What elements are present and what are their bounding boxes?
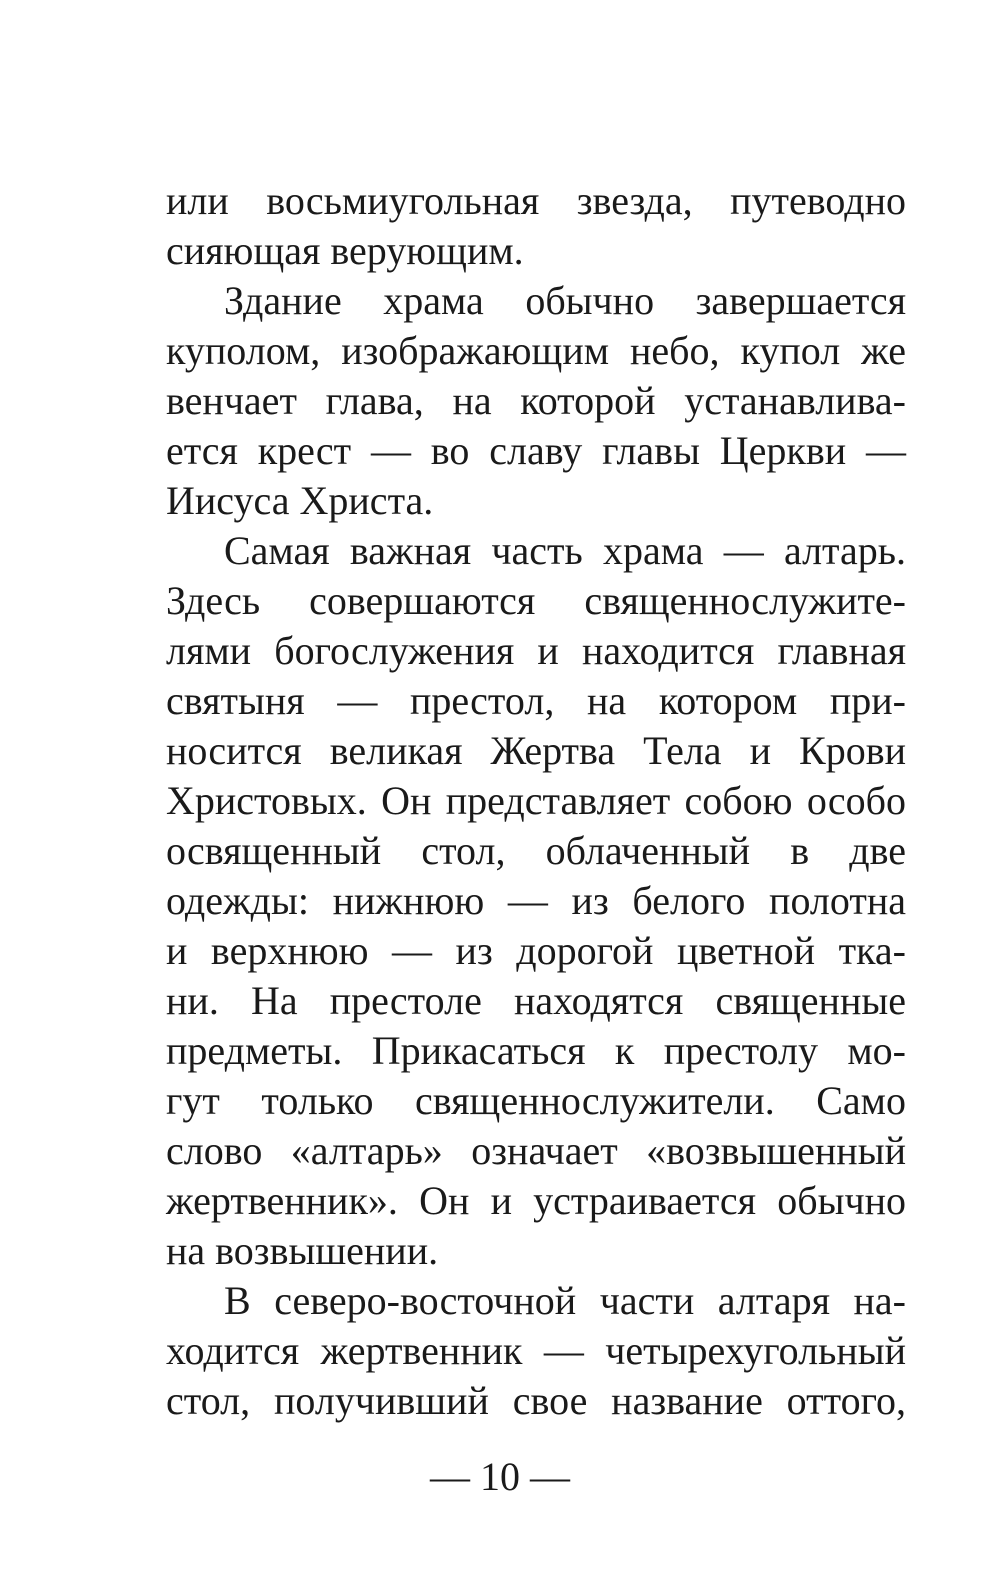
text-line: В северо-восточной части алтаря на- [224,1278,906,1323]
text-line: Здание храма обычно завершается [224,278,906,323]
text-line: или восьмиугольная звезда, путеводно [166,178,906,223]
text-line: одежды: нижнюю — из белого полотна [166,878,906,923]
text-line: святыня — престол, на котором при- [166,678,906,723]
body-text [166,176,906,1426]
text-line: венчает глава, на которой устанавлива- [166,378,906,423]
text-line: ется крест — во славу главы Церкви — [166,428,906,473]
text-line: Самая важная часть храма — алтарь. [224,528,906,573]
text-line: на возвышении. [166,1228,439,1273]
text-line: освященный стол, облаченный в две [166,828,906,873]
text-line: сияющая верующим. [166,228,524,273]
text-line: стол, получивший свое название оттого, [166,1378,906,1423]
text-line: куполом, изображающим небо, купол же [166,328,906,373]
text-line: Христовых. Он представляет собою особо [166,778,906,823]
text-line: ходится жертвенник — четырехугольный [166,1328,906,1373]
text-line: слово «алтарь» означает «возвышенный [166,1128,906,1173]
text-line: Здесь совершаются священнослужите- [166,578,906,623]
text-line: жертвенник». Он и устраивается обычно [166,1178,906,1223]
text-line: ни. На престоле находятся священные [166,978,906,1023]
text-line: и верхнюю — из дорогой цветной тка- [166,928,906,973]
text-line: носится великая Жертва Тела и Крови [166,728,906,773]
text-line: гут только священнослужители. Само [166,1078,906,1123]
page-number: — 10 — [430,1454,570,1499]
text-line: лями богослужения и находится главная [166,628,906,673]
text-line: предметы. Прикасаться к престолу мо- [166,1028,906,1073]
text-line: Иисуса Христа. [166,478,434,523]
